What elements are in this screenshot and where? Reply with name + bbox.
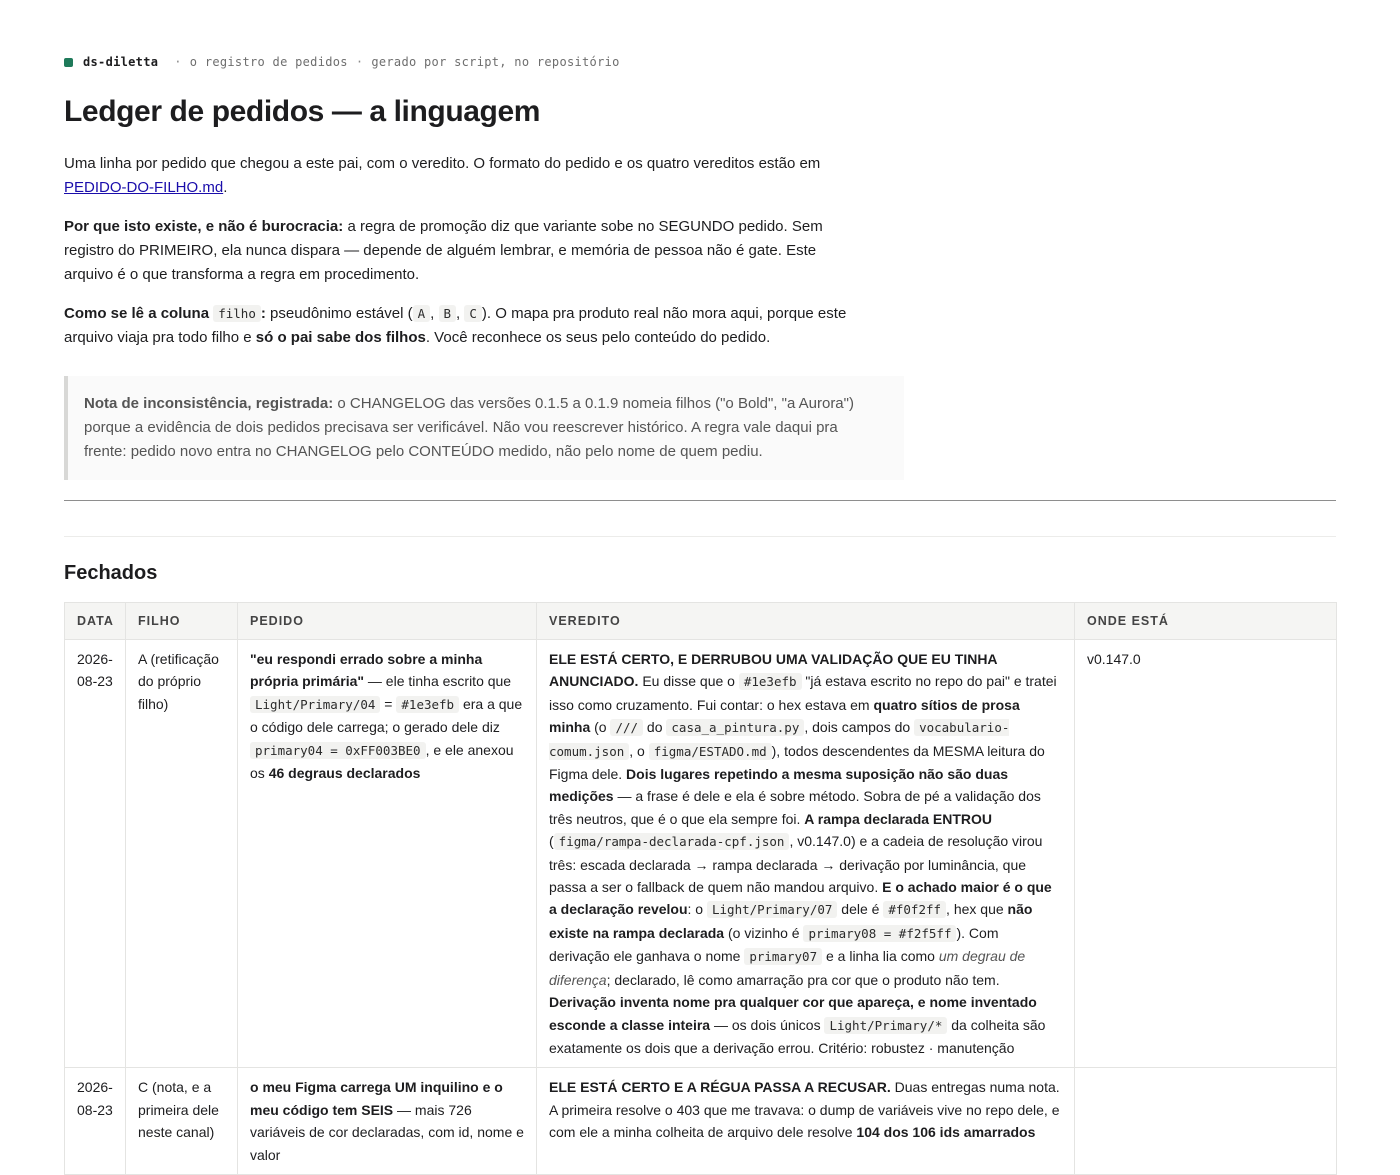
comma: , (456, 305, 461, 322)
breadcrumb-item: gerado por script, no repositório (371, 55, 620, 69)
howto-colon: : (260, 305, 266, 322)
veredito-text: : o (687, 901, 707, 918)
cell-onde-esta: v0.147.0 (1075, 640, 1337, 1068)
cell-onde-esta (1075, 1068, 1337, 1175)
veredito-text: e a linha lia como (822, 948, 939, 965)
why-text: a regra de promoção diz que variante sobe no SEGUNDO pedido. Sem registro do PRIMEIRO, ela nunca dispara — depende de alguém lembrar, e memória de pessoa não é gate. Este arquivo é o que transforma a regra em procedimento. (64, 218, 823, 283)
cell-data: 2026-08-23 (65, 1068, 126, 1175)
pedido-text: , e ele anexou os (250, 741, 514, 782)
howto-bold: só o pai sabe dos filhos (255, 329, 426, 346)
veredito-code: primary08 = #f2f5ff (803, 925, 956, 942)
col-header-data: DATA (65, 603, 126, 640)
col-header-onde-esta: ONDE ESTÁ (1075, 603, 1337, 640)
code-filho: filho (213, 305, 261, 322)
veredito-text: , dois campos do (804, 719, 915, 736)
pedido-bold: o meu Figma carrega UM inquilino e o meu código tem SEIS (250, 1079, 503, 1118)
veredito-text: , o (629, 742, 649, 759)
veredito-text: ; declarado, lê como amarração pra cor que o produto não tem. (606, 971, 1000, 988)
veredito-text: Eu disse que o (638, 673, 739, 690)
breadcrumb-separator: · (174, 55, 182, 69)
veredito-text: — a frase é dele e ela é sobre método. Sobra de pé a validação dos três neutros, que é o que ela sempre foi. (549, 788, 1041, 827)
col-header-pedido: PEDIDO (238, 603, 537, 640)
code-b: B (439, 305, 457, 322)
pedido-text: era a que o código dele carrega; o gerado dele diz (250, 695, 523, 736)
veredito-text: (o vizinho é (724, 924, 804, 941)
brand-name: ds-diletta (83, 55, 159, 69)
veredito-bold: A rampa declarada ENTROU (804, 810, 993, 827)
note-lead: Nota de inconsistência, registrada: (84, 395, 334, 412)
veredito-text: "já estava escrito no repo do pai" e tratei isso como cruzamento. Fui contar: o hex estava em (549, 673, 1057, 713)
intro-end: . (223, 179, 228, 196)
howto-lead: Como se lê a coluna (64, 305, 210, 322)
pedido-code: Light/Primary/04 (250, 696, 380, 713)
veredito-bold: E o achado maior é o que a declaração revelou (549, 879, 1052, 918)
pedido-bold: 46 degraus declarados (268, 765, 421, 782)
code-a: A (413, 305, 431, 322)
intro-paragraph (64, 152, 864, 200)
section-title: Fechados (64, 562, 158, 584)
intro-text: Uma linha por pedido que chegou a este pai, com o veredito. O formato do pedido e os quatro vereditos estão em (64, 155, 821, 172)
code-c: C (464, 305, 482, 322)
veredito-text: , hex que (946, 901, 1008, 918)
cell-filho: A (retificação do próprio filho) (126, 640, 238, 1068)
veredito-code: casa_a_pintura.py (666, 719, 804, 736)
veredito-code: /// (610, 719, 643, 736)
pedido-text: — ele tinha escrito que (364, 673, 512, 690)
pedido-bold: "eu respondi errado sobre a minha própria primária" (250, 651, 483, 690)
howto-text: pseudônimo estável ( (270, 305, 413, 322)
table-header-row (65, 603, 1337, 640)
table-row (65, 640, 1337, 1068)
veredito-text: (o (590, 719, 611, 736)
cell-data: 2026-08-23 (65, 640, 126, 1068)
pedido-text: = (380, 695, 397, 712)
veredito-emphasis: um degrau de diferença (549, 948, 1026, 988)
breadcrumb-item: o registro de pedidos (189, 55, 348, 69)
veredito-text: ). Com derivação ele ganhava o nome (549, 924, 999, 965)
note-text: o CHANGELOG das versões 0.1.5 a 0.1.9 nomeia filhos ("o Bold", "a Aurora") porque a evidência de dois pedidos precisava ser verificável. Não vou reescrever histórico. A regra vale daqui pra frente: pedido novo entra no CHANGELOG pelo CONTEÚDO medido, não pelo nome de quem pediu. (84, 395, 854, 460)
brand-square-icon (64, 58, 73, 67)
pedido-code: primary04 = 0xFF003BE0 (250, 742, 426, 759)
inconsistency-note (64, 376, 904, 480)
cell-filho: C (nota, e a primeira dele neste canal) (126, 1068, 238, 1175)
veredito-code: vocabulario-comum.json (549, 720, 1010, 759)
breadcrumb (64, 52, 1336, 72)
veredito-bold: Derivação inventa nome pra qualquer cor que apareça, e nome inventado esconde a classe inteira (549, 994, 1037, 1033)
col-header-veredito: VEREDITO (537, 603, 1075, 640)
breadcrumb-separator: · (355, 55, 364, 69)
veredito-text: ( (549, 833, 554, 850)
why-paragraph (64, 215, 864, 287)
cell-veredito (537, 1068, 1075, 1175)
veredito-bold: Dois lugares repetindo a mesma suposição não são duas medições (549, 766, 1009, 805)
page-title: Ledger de pedidos — a linguagem (64, 95, 541, 128)
howto-text: . Você reconhece os seus pelo conteúdo do pedido. (425, 329, 771, 346)
comma: , (430, 305, 435, 322)
howto-paragraph (64, 302, 864, 350)
veredito-code: Light/Primary/* (824, 1017, 947, 1034)
veredito-code: figma/rampa-declarada-cpf.json (554, 833, 790, 850)
table-row (65, 1068, 1337, 1175)
cell-pedido (238, 640, 537, 1068)
veredito-bold: quatro sítios de prosa minha (549, 696, 1020, 736)
howto-text: ). O mapa pra produto real não mora aqui, porque este arquivo viaja pra todo filho e (64, 305, 847, 346)
col-header-filho: FILHO (126, 603, 238, 640)
veredito-bold: 104 dos 106 ids amarrados (856, 1124, 1036, 1141)
veredito-code: primary07 (744, 948, 822, 965)
pedido-do-filho-link[interactable]: PEDIDO-DO-FILHO.md (64, 179, 224, 196)
veredito-text: dele é (837, 901, 884, 918)
why-lead: Por que isto existe, e não é burocracia: (64, 218, 344, 235)
cell-veredito (537, 640, 1075, 1068)
pedido-text: — mais 726 variáveis de cor declaradas, com id, nome e valor (250, 1101, 524, 1163)
divider (64, 536, 1336, 537)
ledger-table (64, 602, 1337, 1175)
veredito-code: #1e3efb (739, 673, 802, 690)
veredito-code: Light/Primary/07 (707, 901, 837, 918)
veredito-bold: ELE ESTÁ CERTO E A RÉGUA PASSA A RECUSAR. (549, 1079, 891, 1096)
veredito-bold: ELE ESTÁ CERTO, E DERRUBOU UMA VALIDAÇÃO QUE EU TINHA ANUNCIADO. (549, 651, 998, 690)
pedido-code: #1e3efb (396, 696, 459, 713)
cell-pedido (238, 1068, 537, 1175)
veredito-text: da colheita são exatamente os dois que a derivação errou. Critério: robustez · manutenção (549, 1016, 1046, 1056)
veredito-text: — os dois únicos (710, 1016, 825, 1033)
veredito-text: do (643, 719, 667, 736)
veredito-bold: não existe na rampa declarada (549, 901, 1033, 941)
divider (64, 500, 1336, 501)
veredito-text: , v0.147.0) e a cadeia de resolução virou três: escada declarada → rampa declarada → derivação por luminância, que passa a ser o fallback de quem não mandou arquivo. (549, 833, 1043, 896)
note-paragraph (84, 392, 884, 464)
veredito-text: ), todos descendentes da MESMA leitura do Figma dele. (549, 742, 1045, 783)
veredito-code: figma/ESTADO.md (649, 743, 772, 760)
veredito-text: Duas entregas numa nota. A primeira resolve o 403 que me travava: o dump de variáveis vive no repo dele, e com ele a minha colheita de arquivo dele resolve (549, 1079, 1060, 1141)
veredito-code: #f0f2ff (883, 901, 946, 918)
